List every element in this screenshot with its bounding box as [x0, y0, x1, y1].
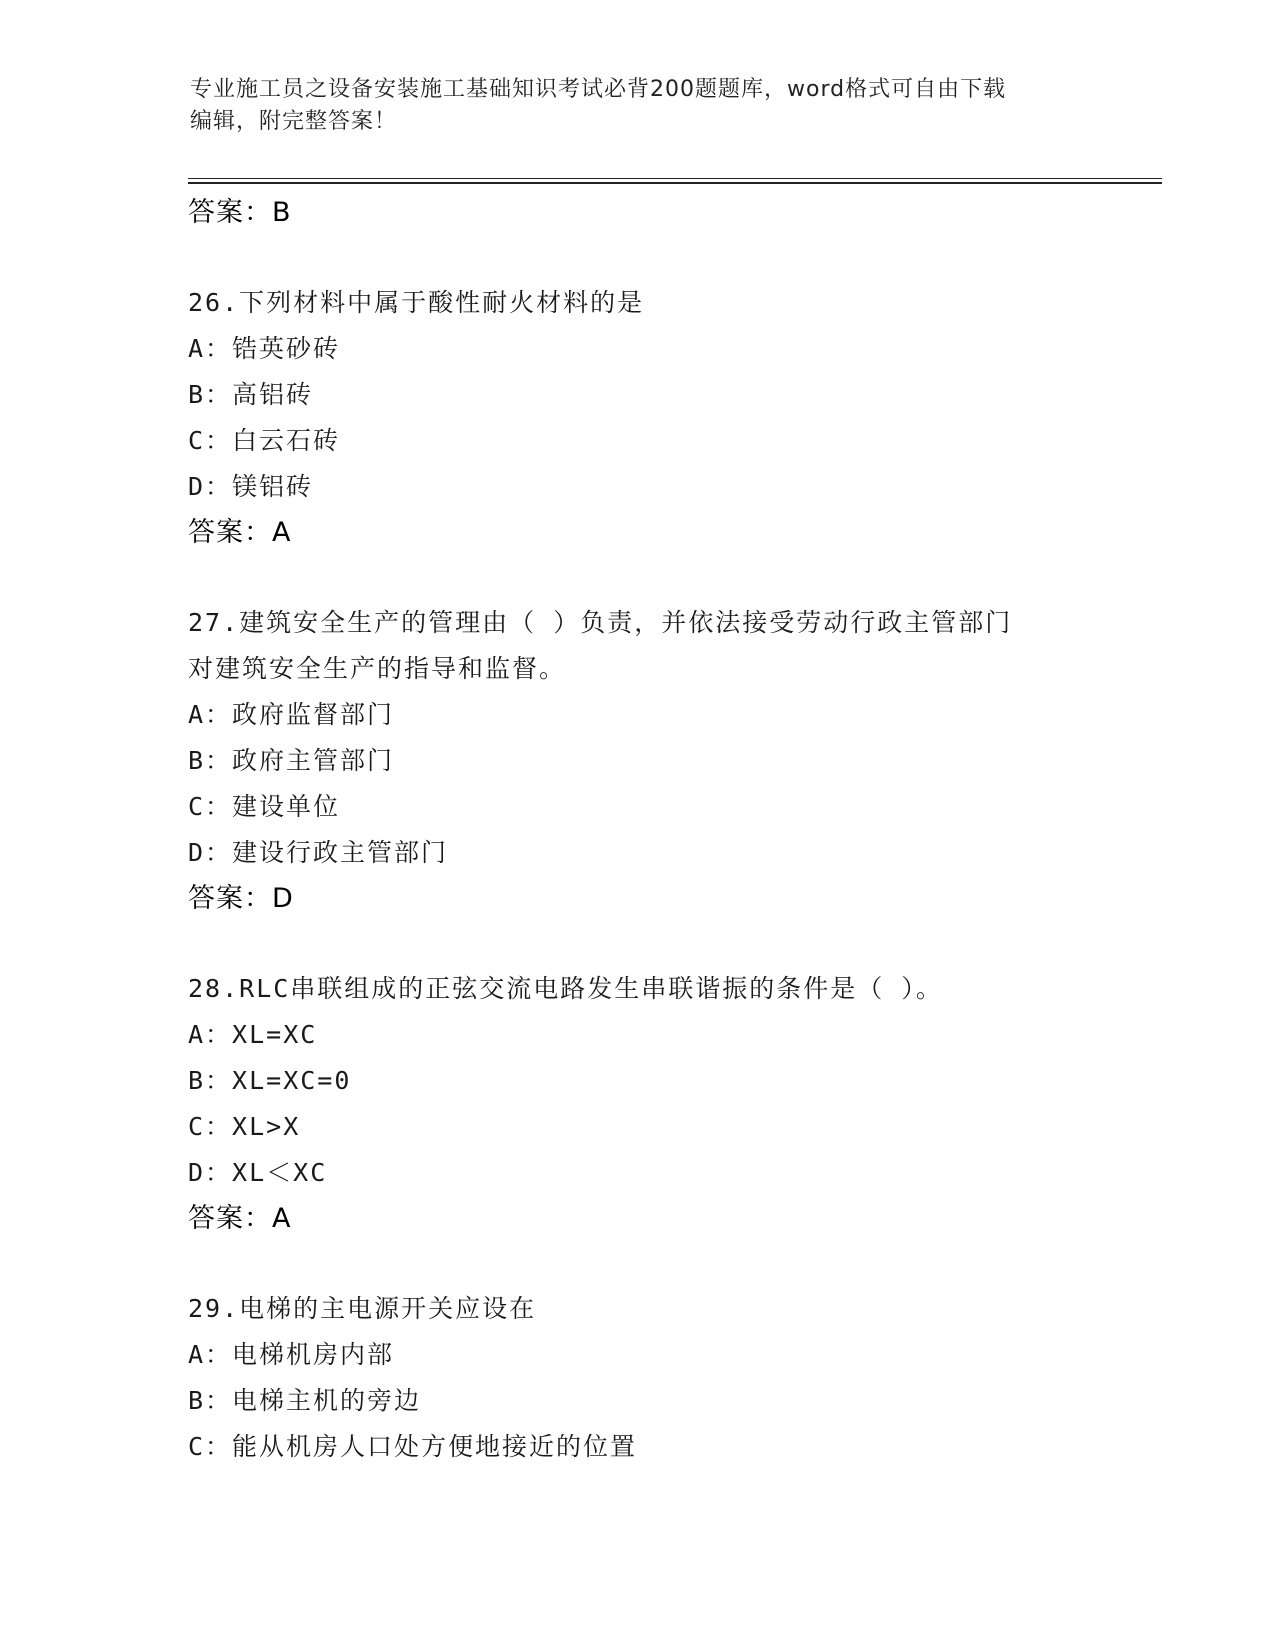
- spacer: [188, 556, 1148, 600]
- option-a: A：政府监督部门: [188, 700, 395, 729]
- option-c: C：XL>X: [188, 1112, 301, 1141]
- document-header: [190, 74, 1090, 138]
- question-29: [188, 1286, 1148, 1470]
- option-c: C：能从机房人口处方便地接近的位置: [188, 1432, 638, 1461]
- option-a: A：电梯机房内部: [188, 1340, 395, 1369]
- answer-line: 答案：D: [188, 883, 294, 914]
- question-26: [188, 280, 1148, 556]
- question-list: [188, 190, 1148, 1470]
- spacer: [188, 922, 1148, 966]
- option-c: C：白云石砖: [188, 426, 341, 455]
- spacer: [188, 236, 1148, 280]
- answer-line: 答案：A: [188, 1203, 292, 1234]
- option-b: B：政府主管部门: [188, 746, 395, 775]
- question-text: 26.下列材料中属于酸性耐火材料的是: [188, 288, 645, 317]
- question-text: 29.电梯的主电源开关应设在: [188, 1294, 537, 1323]
- option-d: D：镁铝砖: [188, 472, 314, 501]
- option-a: A：XL=XC: [188, 1020, 318, 1049]
- question-text-continued: 对建筑安全生产的指导和监督。: [188, 654, 567, 683]
- question-27: [188, 600, 1148, 922]
- header-line-1: 专业施工员之设备安装施工基础知识考试必背200题题库，word格式可自由下载: [190, 77, 1007, 102]
- spacer: [188, 1242, 1148, 1286]
- option-d: D：XL＜XC: [188, 1158, 328, 1187]
- option-a: A：锆英砂砖: [188, 334, 341, 363]
- option-b: B：XL=XC=0: [188, 1066, 352, 1095]
- question-text: 28.RLC串联组成的正弦交流电路发生串联谐振的条件是（ ）。: [188, 974, 943, 1003]
- answer-line: 答案：A: [188, 517, 292, 548]
- answer-line: 答案：B: [188, 197, 292, 228]
- option-b: B：电梯主机的旁边: [188, 1386, 422, 1415]
- header-divider-thin: [188, 178, 1162, 179]
- question-28: [188, 966, 1148, 1242]
- option-c: C：建设单位: [188, 792, 341, 821]
- question-text: 27.建筑安全生产的管理由（ ）负责，并依法接受劳动行政主管部门: [188, 608, 1013, 637]
- header-divider-thick: [188, 182, 1162, 184]
- option-d: D：建设行政主管部门: [188, 838, 449, 867]
- option-b: B：高铝砖: [188, 380, 314, 409]
- header-line-2: 编辑，附完整答案！: [190, 109, 398, 134]
